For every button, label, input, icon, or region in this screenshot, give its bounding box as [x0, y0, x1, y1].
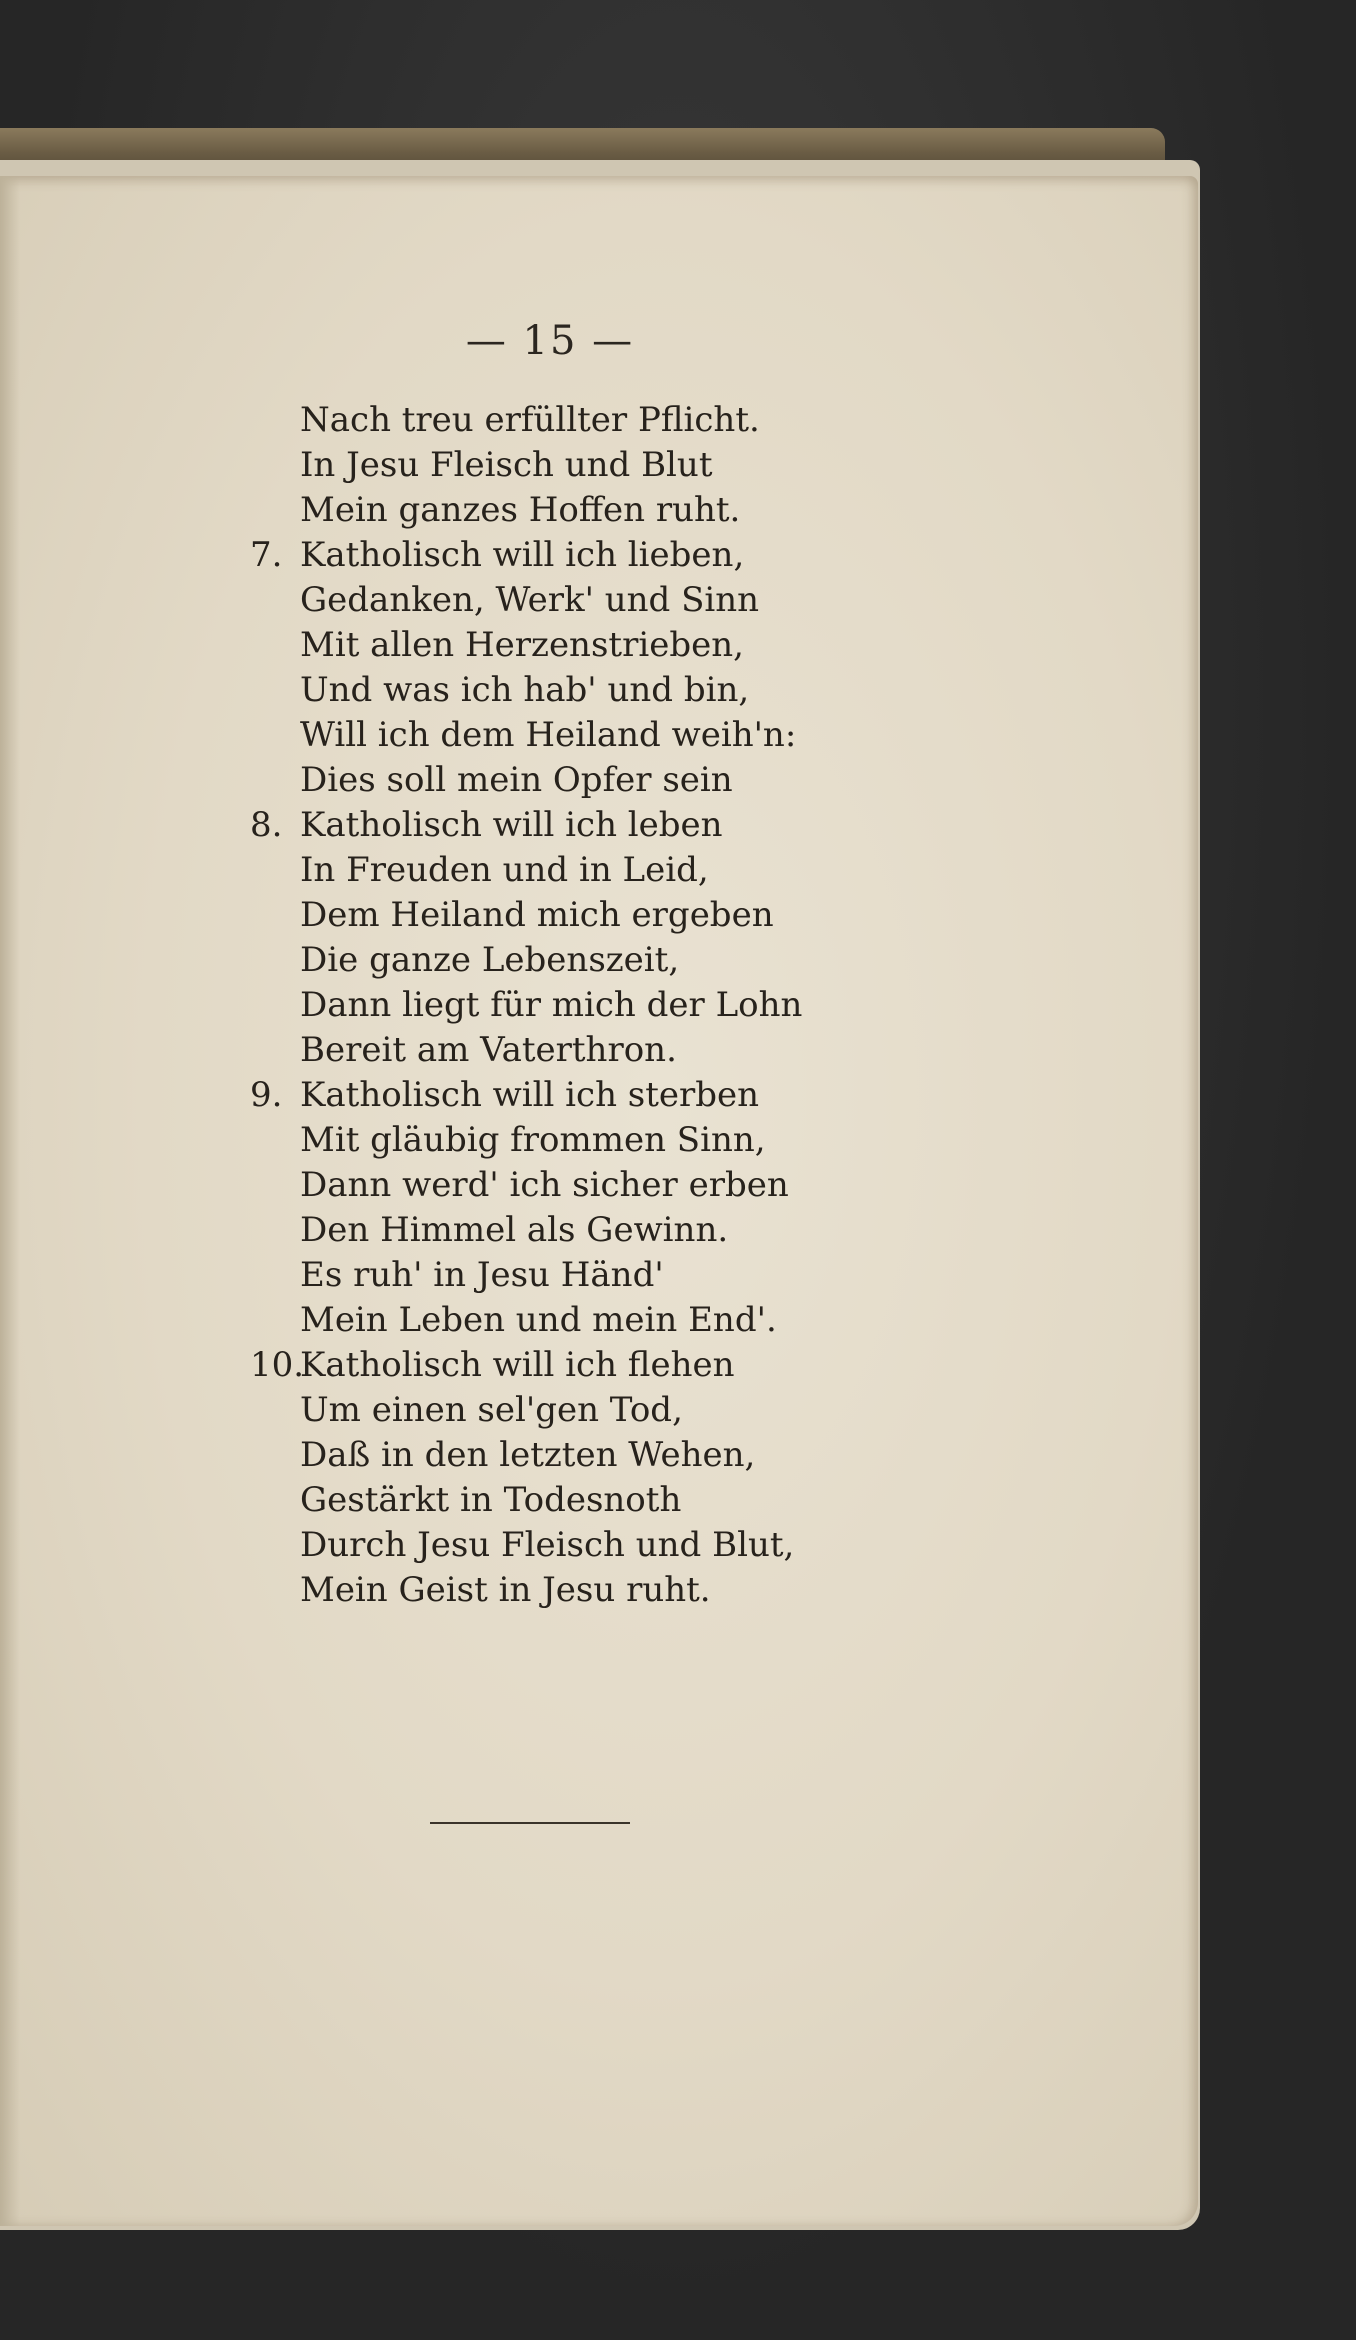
verse-line: Um einen sel'gen Tod, — [300, 1390, 683, 1430]
closing-rule — [430, 1822, 630, 1824]
hymn-text — [250, 398, 890, 1613]
verse-line: Dem Heiland mich ergeben — [300, 895, 774, 935]
stanza-number: 8. — [250, 805, 283, 845]
stanza-number: 9. — [250, 1075, 283, 1115]
verse-line-first — [250, 533, 890, 578]
verse-line: Dies soll mein Opfer sein — [300, 760, 733, 800]
page-gutter — [0, 176, 20, 2226]
verse-line: Bereit am Vaterthron. — [300, 1030, 677, 1070]
verse-line: Die ganze Lebenszeit, — [300, 940, 680, 980]
verse-line-first — [250, 1073, 890, 1118]
verse-line: Mit allen Herzenstrieben, — [300, 625, 744, 665]
stanza-7 — [250, 533, 890, 803]
verse-line: Gedanken, Werk' und Sinn — [300, 580, 760, 620]
verse-line: Dann werd' ich sicher erben — [300, 1165, 789, 1205]
verse-line: Will ich dem Heiland weih'n: — [300, 715, 797, 755]
verse-line: Daß in den letzten Wehen, — [300, 1435, 756, 1475]
stanza-continuation — [250, 398, 890, 533]
verse-line: Dann liegt für mich der Lohn — [300, 985, 803, 1025]
stanza-10 — [250, 1343, 890, 1613]
verse-line-first — [250, 1343, 890, 1388]
verse-line: Mein Leben und mein End'. — [300, 1300, 777, 1340]
verse-line-first — [250, 803, 890, 848]
verse-line: In Freuden und in Leid, — [300, 850, 709, 890]
verse-line: Durch Jesu Fleisch und Blut, — [300, 1525, 795, 1565]
verse-line: Katholisch will ich flehen — [300, 1345, 735, 1385]
verse-line: Es ruh' in Jesu Händ' — [300, 1255, 664, 1295]
stanza-number: 10. — [250, 1345, 305, 1385]
verse-line: Katholisch will ich sterben — [300, 1075, 760, 1115]
verse-line: In Jesu Fleisch und Blut — [300, 445, 713, 485]
stanza-8 — [250, 803, 890, 1073]
stanza-number: 7. — [250, 535, 283, 575]
verse-line: Katholisch will ich lieben, — [300, 535, 745, 575]
verse-line: Mein Geist in Jesu ruht. — [300, 1570, 711, 1610]
verse-line: Gestärkt in Todesnoth — [300, 1480, 682, 1520]
verse-line: Nach treu erfüllter Pflicht. — [300, 400, 760, 440]
stanza-9 — [250, 1073, 890, 1343]
verse-line: Den Himmel als Gewinn. — [300, 1210, 729, 1250]
verse-line: Und was ich hab' und bin, — [300, 670, 750, 710]
page-number: — 15 — — [465, 318, 635, 364]
verse-line: Mein ganzes Hoffen ruht. — [300, 490, 741, 530]
verse-line: Mit gläubig frommen Sinn, — [300, 1120, 766, 1160]
verse-line: Katholisch will ich leben — [300, 805, 723, 845]
